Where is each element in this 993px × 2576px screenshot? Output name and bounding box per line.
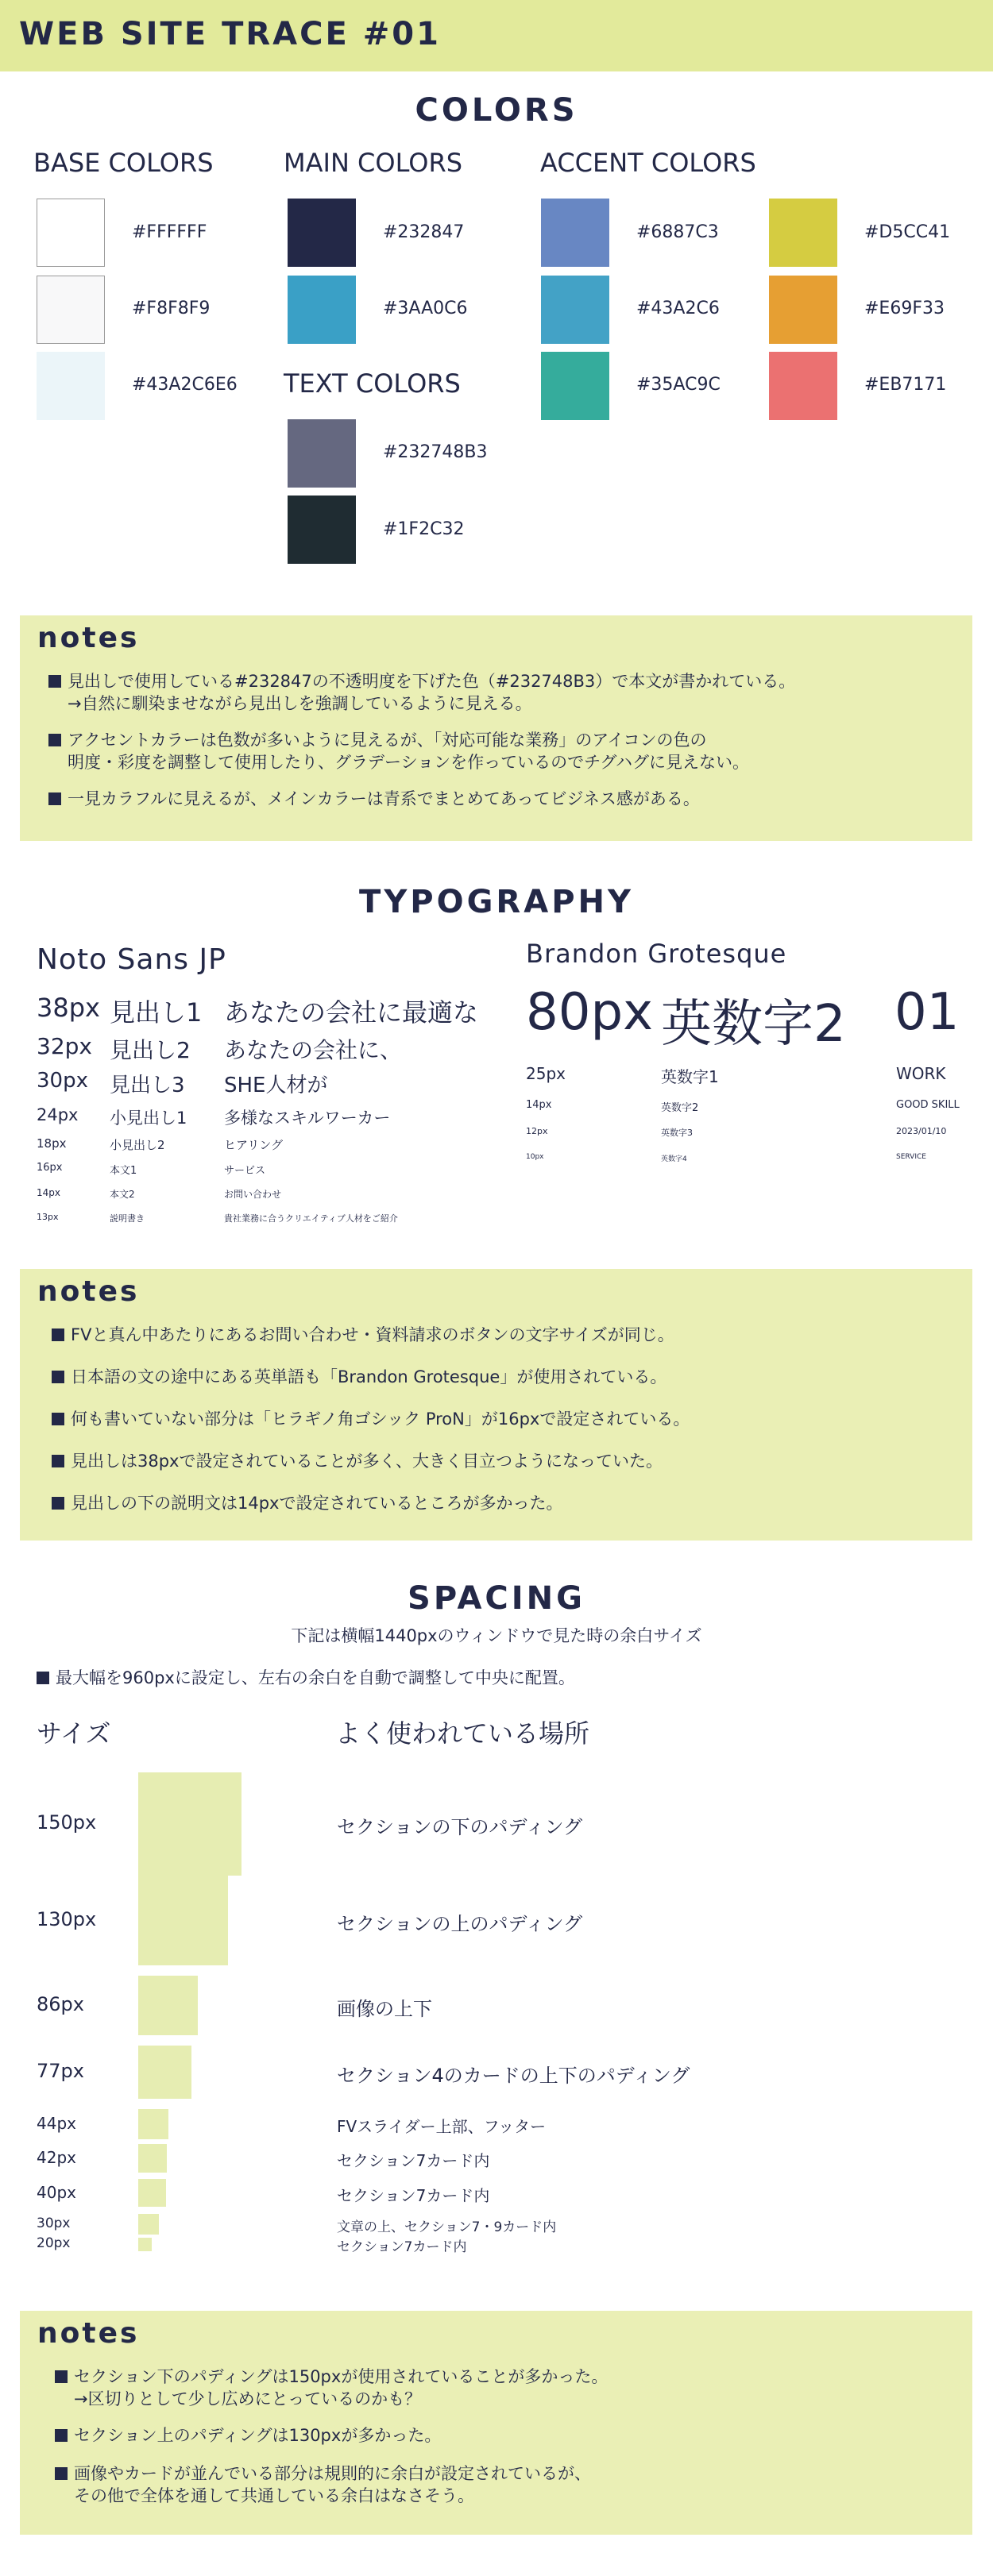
note-line: →区切りとして少し広めにとっているのかも？ <box>74 2389 422 2408</box>
note-line: 日本語の文の途中にある英単語も「Brandon Grotesque」が使用されている。 <box>52 1367 667 1388</box>
color-hex-accent-4: #E69F33 <box>864 299 945 318</box>
note-line: 見出しの下の説明文は14pxで設定されているところが多かった。 <box>52 1493 562 1514</box>
font-name-brandon: Brandon Grotesque <box>526 939 787 969</box>
color-hex-main-1: #232847 <box>383 222 465 242</box>
spacing-usage-label: 画像の上下 <box>337 1997 432 2020</box>
type-sample: SHE人材が <box>224 1074 328 1097</box>
type-sample-large: 01 <box>894 983 960 1042</box>
color-hex-accent-3: #43A2C6 <box>636 299 720 318</box>
spacing-size-label: 77px <box>37 2059 84 2082</box>
spacing-size-label: 40px <box>37 2182 76 2202</box>
note-line: 見出しは38pxで設定されていることが多く、大きく目立つようになっていた。 <box>52 1451 663 1472</box>
type-sample: WORK <box>896 1064 946 1083</box>
type-label: 英数字4 <box>661 1155 687 1163</box>
spacing-size-label: 30px <box>37 2215 71 2231</box>
note-line: 画像やカードが並んでいる部分は規則的に余白が設定されているが、 <box>55 2463 591 2485</box>
bullet-square-icon <box>48 675 61 688</box>
type-sample: ヒアリング <box>224 1138 284 1152</box>
spacing-size-bar <box>138 2109 168 2139</box>
bullet-square-icon <box>48 792 61 805</box>
accent-colors-title: ACCENT COLORS <box>540 148 756 178</box>
type-size: 14px <box>37 1187 60 1198</box>
colors-section-title: COLORS <box>415 92 578 129</box>
color-swatch-base-3 <box>37 352 105 420</box>
note-line: アクセントカラーは色数が多いように見えるが、「対応可能な業務」のアイコンの色の <box>48 730 707 751</box>
type-size: 30px <box>37 1069 88 1093</box>
type-label: 本文2 <box>110 1189 135 1200</box>
typography-section-title: TYPOGRAPHY <box>359 884 634 920</box>
text-colors-title: TEXT COLORS <box>284 368 461 399</box>
note-line: FVと真ん中あたりにあるお問い合わせ・資料請求のボタンの文字サイズが同じ。 <box>52 1325 674 1346</box>
color-swatch-base-1 <box>37 199 105 267</box>
spacing-intro: 最大幅を960pxに設定し、左右の余白を自動で調整して中央に配置。 <box>37 1668 575 1689</box>
main-colors-title: MAIN COLORS <box>284 148 462 178</box>
bullet-square-icon <box>48 734 61 746</box>
spacing-size-bar <box>138 1772 241 1876</box>
bullet-square-icon <box>55 2370 68 2383</box>
spacing-size-label: 20px <box>37 2235 71 2252</box>
type-label: 英数字1 <box>661 1067 719 1086</box>
type-label: 英数字3 <box>661 1128 693 1138</box>
spacing-usage-label: セクション7カード内 <box>337 2185 490 2205</box>
color-hex-main-2: #3AA0C6 <box>383 299 468 318</box>
color-swatch-accent-5 <box>541 352 609 420</box>
type-label: 見出し3 <box>110 1074 185 1097</box>
spacing-size-label: 86px <box>37 1992 84 2015</box>
spacing-size-bar <box>138 1976 198 2035</box>
bullet-square-icon <box>37 1672 49 1684</box>
spacing-usage-label: セクションの下のパディング <box>337 1816 583 1839</box>
notes-panel-spacing <box>20 2311 972 2535</box>
spacing-usage-label: セクション4のカードの上下のパディング <box>337 2064 690 2087</box>
spacing-size-bar <box>138 2046 191 2099</box>
color-swatch-text-1 <box>288 419 356 488</box>
spacing-size-bar <box>138 2238 152 2251</box>
type-sample: お問い合わせ <box>224 1189 282 1200</box>
note-line: その他で全体を通して共通している余白はなさそう。 <box>74 2486 474 2505</box>
note-line: セクション上のパディングは130pxが多かった。 <box>55 2425 441 2447</box>
spacing-usage-label: セクション7カード内 <box>337 2151 490 2170</box>
note-line: セクション下のパディングは150pxが使用されていることが多かった。 <box>55 2366 608 2388</box>
color-hex-accent-6: #EB7171 <box>864 375 947 395</box>
spacing-size-label: 42px <box>37 2148 76 2167</box>
type-size: 24px <box>37 1105 79 1124</box>
spacing-section-title: SPACING <box>408 1580 585 1617</box>
spacing-usage-label: セクション7カード内 <box>337 2239 467 2256</box>
note-line: 見出しで使用している#232847の不透明度を下げた色（#232748B3）で本文が書かれている。 <box>48 671 795 692</box>
color-hex-text-1: #232748B3 <box>383 442 488 462</box>
type-sample: 2023/01/10 <box>896 1126 947 1136</box>
type-label: 説明書き <box>110 1213 145 1224</box>
color-hex-accent-2: #D5CC41 <box>864 222 951 242</box>
type-size: 14px <box>526 1099 552 1111</box>
spacing-col-size: サイズ <box>37 1718 111 1749</box>
type-size: 18px <box>37 1136 67 1151</box>
color-swatch-text-2 <box>288 496 356 564</box>
spacing-size-bar <box>138 2214 159 2235</box>
type-sample: GOOD SKILL <box>896 1099 960 1111</box>
type-size: 25px <box>526 1064 566 1083</box>
base-colors-title: BASE COLORS <box>33 148 214 178</box>
color-swatch-accent-3 <box>541 276 609 344</box>
notes-panel-typography <box>20 1269 972 1541</box>
type-label-large: 英数字2 <box>661 995 846 1054</box>
color-swatch-accent-2 <box>769 199 837 267</box>
color-swatch-accent-4 <box>769 276 837 344</box>
type-size: 13px <box>37 1212 59 1222</box>
bullet-square-icon <box>55 2429 68 2442</box>
type-label: 英数字2 <box>661 1102 699 1114</box>
color-swatch-base-2 <box>37 276 105 344</box>
type-sample: あなたの会社に、 <box>224 1037 403 1063</box>
color-swatch-main-1 <box>288 199 356 267</box>
bullet-square-icon <box>52 1328 64 1341</box>
type-sample: あなたの会社に最適な <box>224 997 479 1028</box>
color-hex-accent-1: #6887C3 <box>636 222 719 242</box>
font-name-noto: Noto Sans JP <box>37 943 226 976</box>
type-sample: SERVICE <box>896 1153 926 1161</box>
type-label: 見出し1 <box>110 997 203 1028</box>
bullet-square-icon <box>52 1413 64 1425</box>
color-hex-base-3: #43A2C6E6 <box>132 375 238 395</box>
spacing-col-usage: よく使われている場所 <box>335 1718 590 1749</box>
color-swatch-main-2 <box>288 276 356 344</box>
type-sample: 多様なスキルワーカー <box>224 1109 391 1128</box>
spacing-size-label: 130px <box>37 1907 97 1930</box>
page-title: WEB SITE TRACE #01 <box>19 16 441 52</box>
color-swatch-accent-6 <box>769 352 837 420</box>
notes-title: notes <box>37 622 140 654</box>
notes-title: notes <box>37 2317 140 2350</box>
notes-title: notes <box>37 1275 140 1308</box>
type-size: 12px <box>526 1126 548 1136</box>
type-size: 16px <box>37 1162 63 1174</box>
type-size: 38px <box>37 993 100 1023</box>
type-label: 小見出し1 <box>110 1109 187 1128</box>
bullet-square-icon <box>55 2467 68 2480</box>
color-hex-base-2: #F8F8F9 <box>132 299 211 318</box>
type-sample: サービス <box>224 1165 266 1177</box>
color-hex-accent-5: #35AC9C <box>636 375 721 395</box>
note-line: 明度・彩度を調整して使用したり、グラデーションを作っているのでチグハグに見えない。 <box>68 753 750 772</box>
spacing-size-bar <box>138 2179 166 2207</box>
type-label: 本文1 <box>110 1165 137 1177</box>
notes-panel-colors <box>20 615 972 841</box>
type-label: 見出し2 <box>110 1037 191 1063</box>
spacing-usage-label: FVスライダー上部、フッター <box>337 2117 547 2136</box>
color-hex-base-1: #FFFFFF <box>132 222 207 242</box>
spacing-size-label: 150px <box>37 1811 97 1834</box>
type-size-large: 80px <box>526 983 653 1042</box>
note-line: 一見カラフルに見えるが、メインカラーは青系でまとめてあってビジネス感がある。 <box>48 789 700 810</box>
spacing-size-label: 44px <box>37 2114 76 2133</box>
bullet-square-icon <box>52 1371 64 1383</box>
spacing-usage-label: 文章の上、セクション7・9カード内 <box>337 2219 557 2235</box>
note-line: 何も書いていない部分は「ヒラギノ角ゴシック ProN」が16pxで設定されている。 <box>52 1409 690 1430</box>
color-hex-text-2: #1F2C32 <box>383 519 465 539</box>
spacing-usage-label: セクションの上のパディング <box>337 1912 583 1935</box>
spacing-size-bar <box>138 2144 167 2173</box>
type-size: 10px <box>526 1153 544 1161</box>
color-swatch-accent-1 <box>541 199 609 267</box>
type-sample: 貴社業務に合うクリエイティブ人材をご紹介 <box>224 1213 398 1224</box>
note-line: →自然に馴染ませながら見出しを強調しているように見える。 <box>68 694 532 713</box>
type-size: 32px <box>37 1033 92 1059</box>
spacing-size-bar <box>138 1876 228 1965</box>
bullet-square-icon <box>52 1497 64 1510</box>
spacing-subtitle: 下記は横幅1440pxのウィンドウで見た時の余白サイズ <box>291 1626 702 1645</box>
bullet-square-icon <box>52 1455 64 1467</box>
type-label: 小見出し2 <box>110 1138 165 1152</box>
